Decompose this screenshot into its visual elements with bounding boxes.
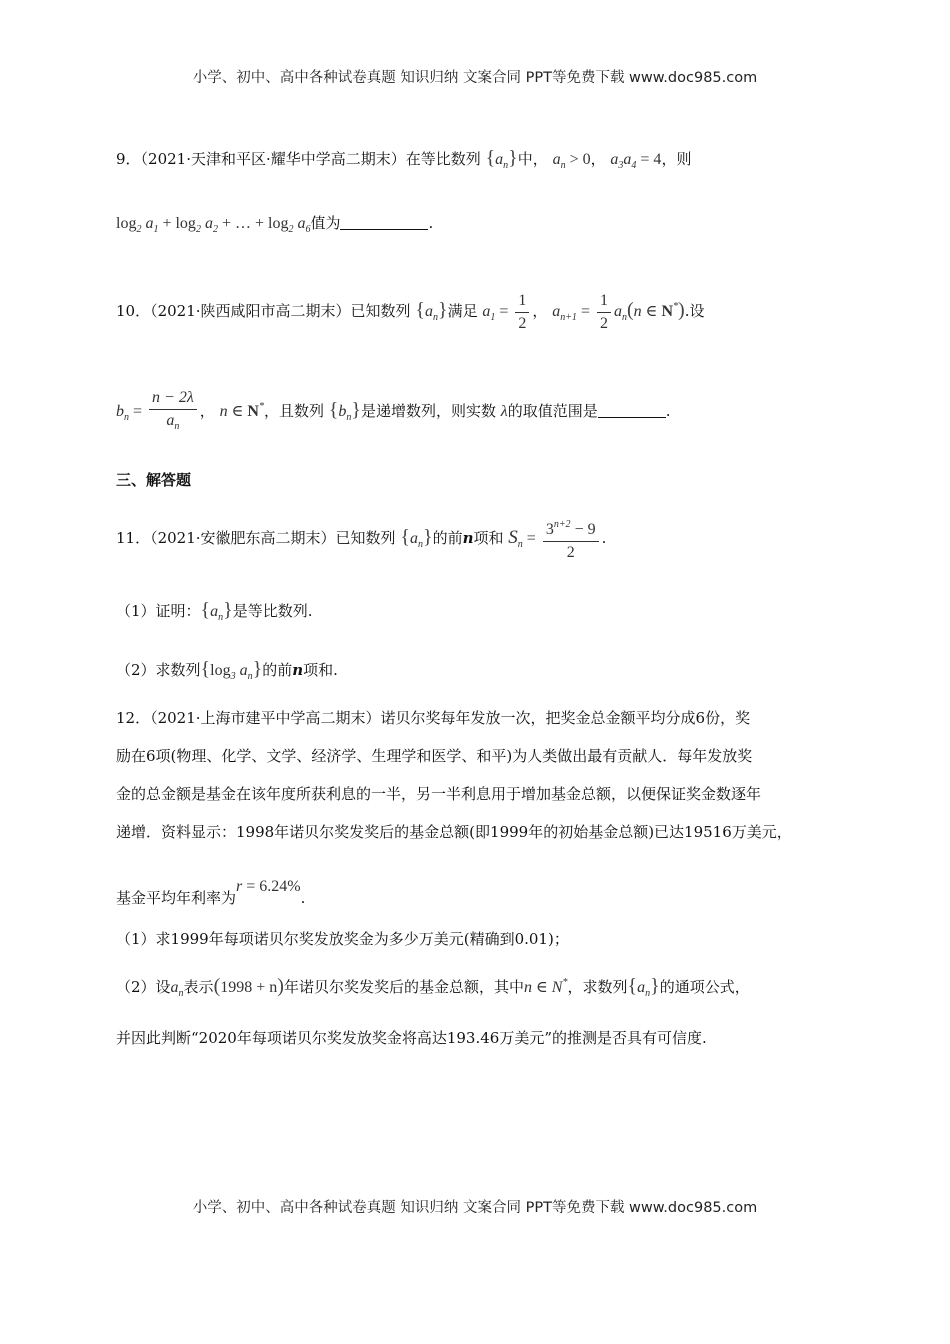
q12-p2-an: $a_n$ (170, 979, 184, 999)
q11-period: . (601, 529, 607, 547)
q11-p2-seq: {$\log_3$ $a_n$} (200, 658, 263, 682)
q12-rate: r = 6.24% (236, 878, 301, 895)
page-footer: 小学、初中、高中各种试卷真题 知识归纳 文案合同 PPT等免费下载 www.doc985.com (192, 1200, 758, 1216)
q12-p2-seq: $\{a_n\}$ (627, 975, 660, 999)
q10-bn: $b_n$ = $\frac{n - 2\lambda}{a_n}$ (116, 403, 200, 420)
q12-line2: 励在6项(物理、化学、文学、经济学、生理学和医学、和平)为人类做出最有贡献人．每年发放奖 (116, 747, 753, 765)
q10-source: （2021·陕西咸阳市高二期末） (150, 302, 351, 320)
q9-text4: ，则 (661, 150, 692, 168)
q12-text5: 基金平均年利率为 (116, 889, 237, 907)
q11-number: 11． (116, 529, 151, 547)
q11-text2: 的前 (432, 529, 463, 547)
q11-p2-text1: 的前 (262, 661, 293, 679)
q12-text1: 诺贝尔奖每年发放一次，把奖金总金额平均分成6份，奖 (380, 709, 751, 727)
q12-p2-year: (1998 + n) (213, 975, 284, 997)
q10-lambda: λ (500, 403, 508, 420)
q9-seq-an: $\{a_n\}$ (485, 147, 518, 171)
q10-seq-an: $\{a_n\}$ (415, 299, 448, 323)
q11-text1: 已知数列 (335, 529, 396, 547)
q9-text2: 中， (517, 150, 548, 168)
q9-number: 9． (116, 150, 141, 168)
q9-answer-blank[interactable] (340, 215, 428, 230)
q9-line2 (116, 212, 433, 241)
q10-number: 10． (116, 302, 151, 320)
q9-text5: 值为 (310, 214, 341, 232)
q10-text4: .设 (684, 302, 705, 320)
q12-p2-text2: 表示 (183, 978, 214, 996)
q10-n-in-N: n ∈ N* (219, 401, 264, 420)
q11-Sn: $S_n$ = $\frac{3^{n+2} - 9}{2}$ (508, 530, 601, 547)
q10-text7: 是递增数列，则实数 (360, 402, 496, 420)
q11-p2-label: （2）求数列 (116, 661, 201, 679)
q11-source: （2021·安徽肥东高二期末） (150, 529, 336, 547)
q10-recurrence: $a_{n+1}$ = $\frac{1}{2}$ $a_n(n$ ∈ N*) (552, 303, 685, 320)
q9-text3: ， (590, 150, 606, 168)
q12-line3: 金的总金额是基金在该年度所获利息的一半，另一半利息用于增加基金总额，以便保证奖金数逐年 (116, 785, 762, 803)
q12-line4: 递增．资料显示：1998年诺贝尔奖发奖后的基金总额(即1999年的初始基金总额)已达19516万美元， (116, 823, 792, 841)
q10-seq-bn: $\{b_n\}$ (328, 399, 361, 423)
q12-period: . (300, 889, 306, 907)
q10-text2: 满足 (447, 302, 478, 320)
q11-p2-n: n (292, 661, 304, 679)
q12-p2-text3: 年诺贝尔奖发奖后的基金总额，其中 (283, 978, 524, 996)
q10-text1: 已知数列 (350, 302, 411, 320)
q9-a3a4: $a_3a_4 = 4$ (610, 151, 662, 171)
q9-an-positive: $a_n > 0$ (552, 151, 591, 171)
q9-text1: 在等比数列 (405, 150, 481, 168)
q9-log-sum: $\log_2 a_1 + \log_2 a_2$ + … + $\log_2 a_6$ (116, 215, 311, 235)
q10-line2 (116, 382, 671, 443)
q10-text8: 的取值范围是 (507, 402, 598, 420)
q11-part2 (116, 658, 338, 688)
q10-text6: ，且数列 (263, 402, 324, 420)
q11-text3: 项和 (473, 529, 504, 547)
q10-text3: ， (532, 302, 548, 320)
q12-line5 (116, 872, 305, 913)
q12-source: （2021·上海市建平中学高二期末） (150, 709, 381, 727)
q12-p2-text4: ，求数列 (567, 978, 628, 996)
q12-p2-text5: 的通项公式， (659, 978, 750, 996)
q12-p2-n-in-N: n ∈ N* (523, 977, 568, 996)
q11-seq-an: $\{a_n\}$ (400, 526, 433, 550)
q11-n: n (462, 529, 474, 547)
q10-answer-blank[interactable] (598, 403, 666, 418)
q9-source: （2021·天津和平区·耀华中学高二期末） (140, 150, 406, 168)
q12-p2-text1: （2）设 (116, 978, 171, 996)
q10-period: . (665, 402, 671, 420)
q11-p1-label: （1）证明： (116, 602, 201, 620)
q11-p1-text: 是等比数列. (232, 602, 313, 620)
q12-part2-line2: 并因此判断“2020年每项诺贝尔奖发放奖金将高达193.46万美元”的推测是否具有可信度. (116, 1029, 707, 1047)
q12-part2 (116, 968, 750, 1009)
q11-p2-text2: 项和. (303, 661, 338, 679)
page-header: 小学、初中、高中各种试卷真题 知识归纳 文案合同 PPT等免费下载 www.doc985.com (192, 70, 758, 86)
q10-line1 (116, 282, 705, 343)
q10-a1: $a_1$ = $\frac{1}{2}$ (482, 303, 532, 320)
section-title: 三、解答题 (116, 471, 192, 489)
q11-part1 (116, 599, 313, 629)
q12-part1: （1）求1999年每项诺贝尔奖发放奖金为多少万美元(精确到0.01)； (116, 930, 569, 948)
q10-text5: ， (199, 402, 215, 420)
q11-p1-seq: $\{a_n\}$ (200, 599, 233, 623)
q9-line1 (116, 147, 691, 177)
q9-period: . (428, 214, 434, 232)
q12-number: 12． (116, 709, 151, 727)
q11-line1 (116, 512, 606, 570)
q12-line1 (116, 707, 750, 729)
